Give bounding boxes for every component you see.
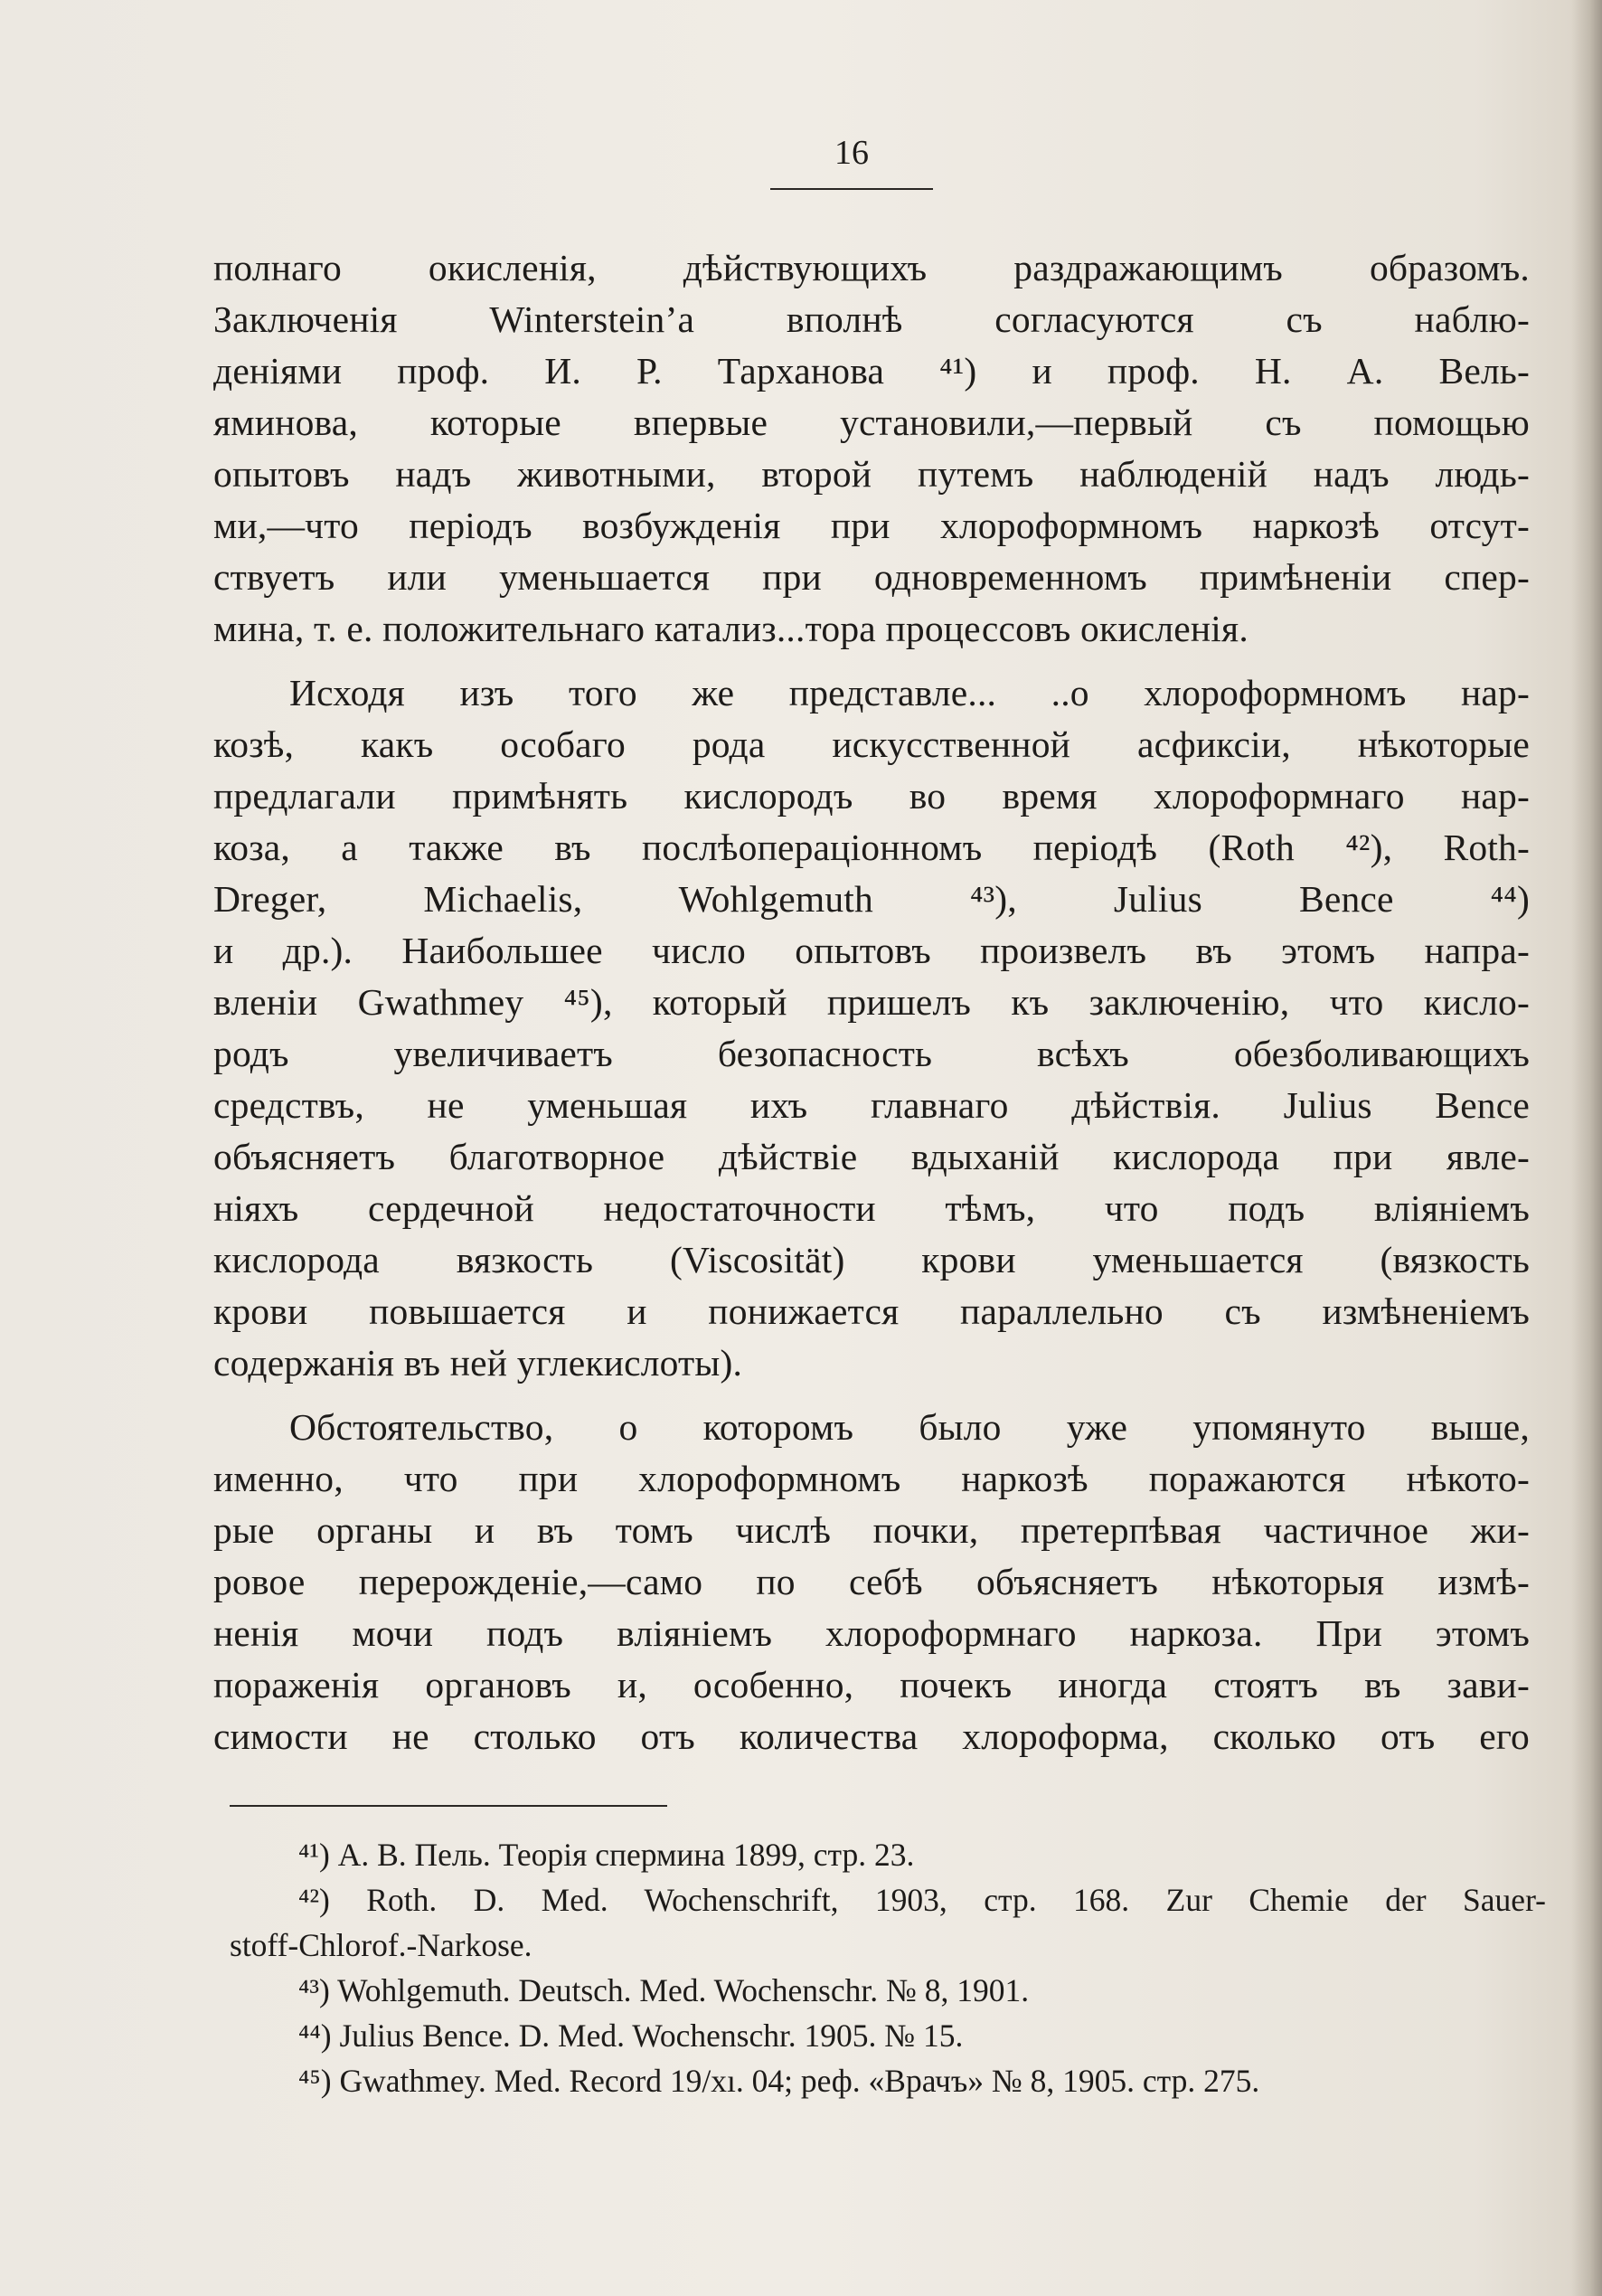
footnote-line: ⁴¹) А. В. Пель. Теорія спермина 1899, стр. 23. <box>298 1837 915 1873</box>
text-line: содержанія въ ней углекислоты). <box>213 1342 743 1384</box>
text-line: средствъ, не уменьшая ихъ главнаго дѣйствія. Julius Bence <box>213 1084 1530 1126</box>
text-line: коза, а также въ послѣопераціонномъ періодѣ (Roth ⁴²), Roth- <box>213 827 1530 868</box>
text-line: яминова, которые впервые установили,—первый съ помощью <box>213 402 1530 443</box>
text-line: опытовъ надъ животными, второй путемъ наблюденій надъ людь- <box>213 453 1530 495</box>
text-line: Заключенія Winterstein’а вполнѣ согласуются съ наблю- <box>213 298 1530 340</box>
text-line: Dreger, Michaelis, Wohlgemuth ⁴³), Julius Bence ⁴⁴) <box>213 878 1530 920</box>
text-line: симости не столько отъ количества хлороформа, сколько отъ его <box>213 1715 1530 1757</box>
footnote-rule <box>230 1805 667 1807</box>
text-line: кислорода вязкость (Viscosität) крови уменьшается (вязкость <box>213 1239 1530 1280</box>
text-line: деніями проф. И. Р. Тарханова ⁴¹) и проф. Н. А. Вель- <box>213 350 1530 392</box>
text-line: объясняетъ благотворное дѣйствіе вдыханій кислорода при явле- <box>213 1136 1530 1177</box>
page-number-rule <box>770 188 933 190</box>
text-line: мина, т. е. положительнаго катализ...тора процессовъ окисленія. <box>213 608 1249 649</box>
text-line: ненія мочи подъ вліяніемъ хлороформнаго наркоза. При этомъ <box>213 1612 1530 1654</box>
footnote-line: stoff-Chlorof.-Narkose. <box>230 1927 532 1963</box>
text-line: ніяхъ сердечной недостаточности тѣмъ, что подъ вліяніемъ <box>213 1187 1530 1229</box>
text-line: полнаго окисленія, дѣйствующихъ раздражающимъ образомъ. <box>213 247 1530 288</box>
text-line: ровое перерожденіе,—само по себѣ объясняетъ нѣкоторыя измѣ- <box>213 1561 1530 1602</box>
footnote-line: ⁴²) Roth. D. Med. Wochenschrift, 1903, стр. 168. Zur Chemie der Sauer- <box>298 1882 1546 1918</box>
text-line: Обстоятельство, о которомъ было уже упомянуто выше, <box>289 1406 1530 1448</box>
text-line: ствуетъ или уменьшается при одновременномъ примѣненіи спер- <box>213 556 1530 598</box>
text-line: вленіи Gwathmey ⁴⁵), который пришелъ къ заключенію, что кисло- <box>213 981 1530 1023</box>
text-line: и др.). Наибольшее число опытовъ произвелъ въ этомъ напра- <box>213 930 1530 971</box>
footnotes <box>230 1832 1546 2103</box>
main-text <box>213 242 1530 1762</box>
text-line: родъ увеличиваетъ безопасность всѣхъ обезболивающихъ <box>213 1033 1530 1074</box>
text-line: ми,—что періодъ возбужденія при хлороформномъ наркозѣ отсут- <box>213 505 1530 546</box>
text-line: крови повышается и понижается параллельно съ измѣненіемъ <box>213 1290 1530 1332</box>
footnote-line: ⁴⁴) Julius Bence. D. Med. Wochenschr. 1905. № 15. <box>298 2017 964 2054</box>
text-line: предлагали примѣнять кислородъ во время хлороформнаго нар- <box>213 775 1530 817</box>
text-line: именно, что при хлороформномъ наркозѣ поражаются нѣкото- <box>213 1458 1530 1499</box>
page-number: 16 <box>834 134 869 172</box>
page-edge-shadow <box>1571 0 1602 2296</box>
footnote-line: ⁴⁵) Gwathmey. Med. Record 19/xı. 04; реф. «Врачъ» № 8, 1905. стр. 275. <box>298 2063 1260 2099</box>
text-line: козѣ, какъ особаго рода искусственной асфиксіи, нѣкоторые <box>213 723 1530 765</box>
footnote-line: ⁴³) Wohlgemuth. Deutsch. Med. Wochenschr. № 8, 1901. <box>298 1972 1030 2008</box>
text-line: пораженія органовъ и, особенно, почекъ иногда стоятъ въ зави- <box>213 1664 1530 1705</box>
text-line: рые органы и въ томъ числѣ почки, претерпѣвая частичное жи- <box>213 1509 1530 1551</box>
text-line: Исходя изъ того же представле... ..о хлороформномъ нар- <box>289 672 1530 713</box>
